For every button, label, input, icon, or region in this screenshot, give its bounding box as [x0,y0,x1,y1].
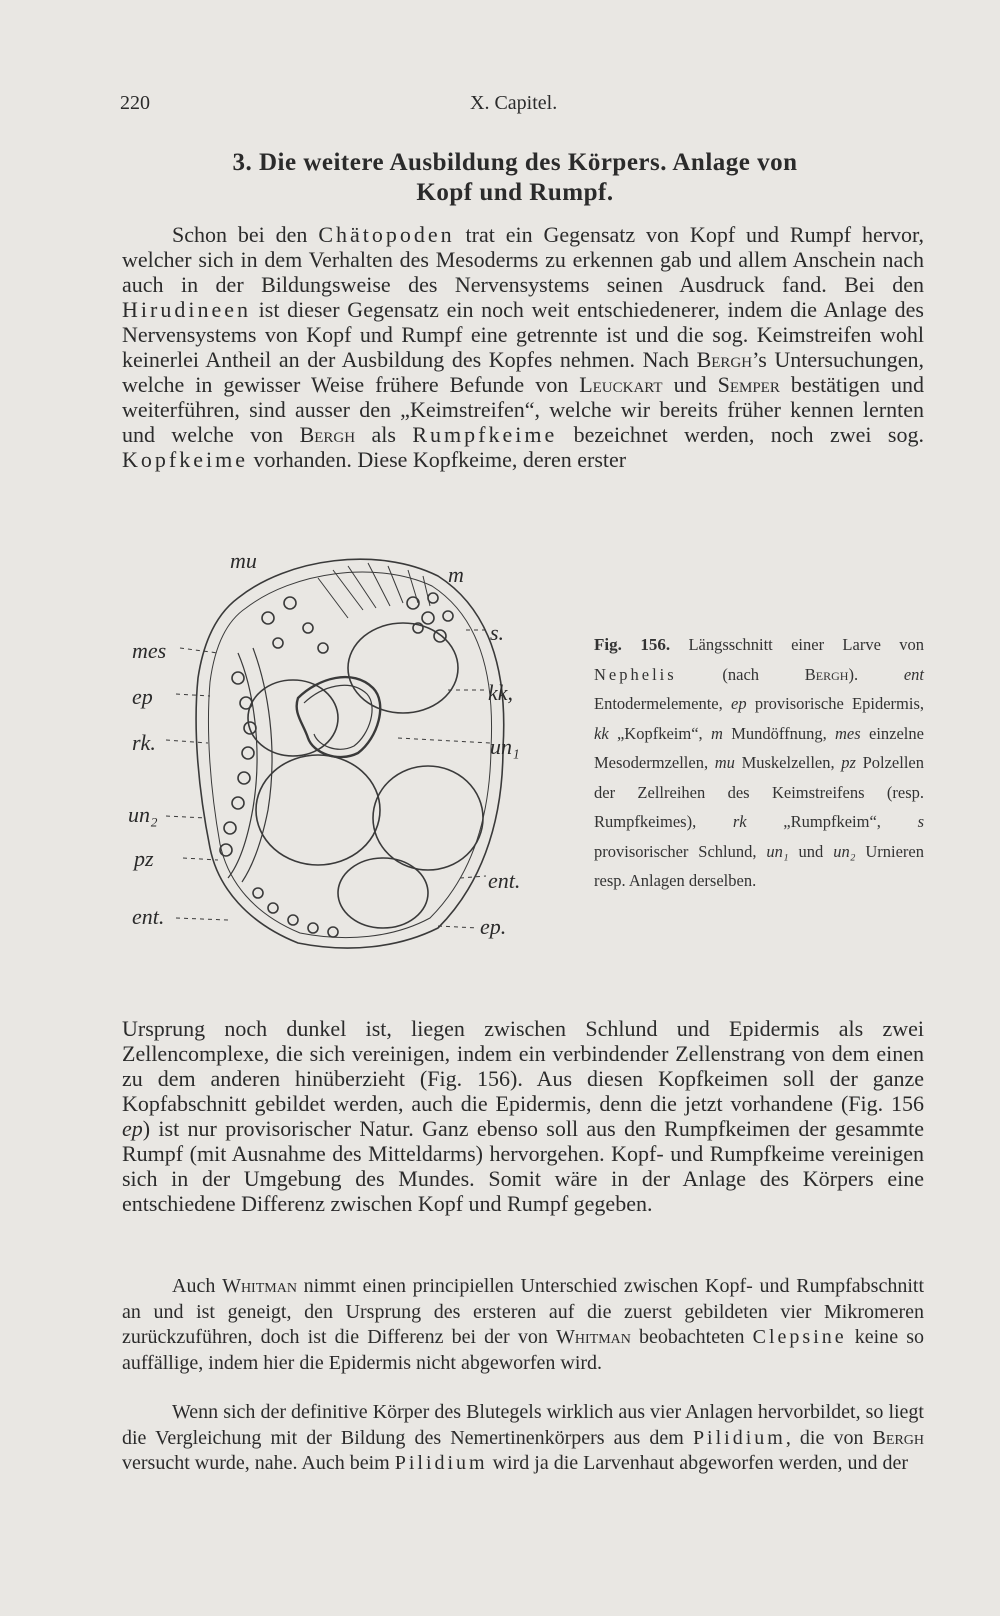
page-number: 220 [120,92,150,114]
section-title [150,148,880,208]
chapter-heading: X. Capitel. [470,92,558,114]
label-un1: un₁ [490,734,520,759]
figure-caption: Fig. 156. Längsschnitt einer Larve von Nephelis (nach Bergh). ent Entodermelemente, ep provisorische Epidermis, kk „Kopfkeim“, m Mundöffnung, mes einzelne Mesodermzellen, mu Muskelzellen, pz Polzellen der Zellreihen des Keimstreifens (resp. Rumpfkeimes), rk „Rumpfkeim“, s provisorischer Schlund, un₁ und un₂ Urnieren resp. Anlagen derselben. [594,635,925,890]
paragraph-1-text: Schon bei den Chätopoden trat ein Gegensatz von Kopf und Rumpf hervor, welcher sich in dem Verhalten des Mesoderms zu erkennen gab und allem Anschein nach auch in der Bildungsweise des Nervensystems seinen Ausdruck fand. Bei den Hirudineen ist dieser Gegensatz ein noch weit entschiedenerer, indem die Anlage des Nervensystems von Kopf und Rumpf eine getrennte ist und die sog. Keimstreifen wohl keinerlei Antheil an der Ausbildung des Kopfes nehmen. Nach Bergh’s Untersuchungen, welche in gewisser Weise frühere Befunde von Leuckart und Semper bestätigen und weiterführen, sind ausser den „Keimstreifen“, welche wir bereits früher kennen lernten und welche von Bergh als Rumpfkeime bezeichnet werden, noch zwei sog. Kopfkeime vorhanden. Diese Kopfkeime, deren erster [122,222,925,472]
larva-section-drawing [118,548,558,980]
paragraph-4 [122,1400,924,1477]
paragraph-1 [122,222,924,472]
label-rk: rk. [132,730,156,755]
figure-156-illustration [118,548,558,980]
label-pz: pz [134,846,154,871]
paragraph-3 [122,1274,924,1376]
label-mes: mes [132,638,167,663]
label-un2: un₂ [128,802,158,827]
label-s: s. [490,620,505,645]
label-m: m [448,562,464,587]
paragraph-4-text: Wenn sich der definitive Körper des Blutegels wirklich aus vier Anlagen hervorbildet, so liegt die Vergleichung mit der Bildung des Nemertinenkörpers aus dem Pilidium, die von Bergh versucht wurde, nahe. Auch beim Pilidium wird ja die Larvenhaut abgeworfen werden, und der [122,1401,924,1474]
section-title-line-1: 3. Die weitere Ausbildung des Körpers. Anlage von [232,149,798,176]
label-ep-left: ep [132,684,153,709]
label-mu: mu [230,548,257,573]
label-ep-bottom: ep. [480,914,507,939]
label-kk: kk, [488,680,514,705]
section-title-line-2: Kopf und Rumpf. [416,179,614,206]
paragraph-2-text: Ursprung noch dunkel ist, liegen zwischen Schlund und Epidermis als zwei Zellencomplexe, die sich vereinigen, indem ein verbindender Zellenstrang von dem einen zu dem anderen hinüberzieht (Fig. 156). Aus diesen Kopfkeimen soll der ganze Kopfabschnitt gebildet werden, auch die Epidermis, denn die jetzt vorhandene (Fig. 156 ep) ist nur provisorischer Natur. Ganz ebenso soll aus den Rumpfkeimen der gesammte Rumpf (mit Ausnahme des Mitteldarms) hervorgehen. Kopf- und Rumpfkeime vereinigen sich in der Umgebung des Mundes. Somit wäre in der Anlage des Körpers eine entschiedene Differenz zwischen Kopf und Rumpf gegeben. [122,1016,924,1216]
running-header [120,92,920,122]
label-ent-right: ent. [488,868,521,893]
label-ent-left: ent. [132,904,165,929]
paragraph-3-text: Auch Whitman nimmt einen principiellen Unterschied zwischen Kopf- und Rumpfabschnitt an und ist geneigt, den Ursprung des ersteren auf die zuerst gebildeten vier Mikromeren zurückzuführen, doch ist die Differenz bei der von Whitman beobachteten Clepsine keine so auffällige, indem hier die Epidermis nicht abgeworfen wird. [122,1275,925,1374]
paragraph-2 [122,1016,924,1216]
